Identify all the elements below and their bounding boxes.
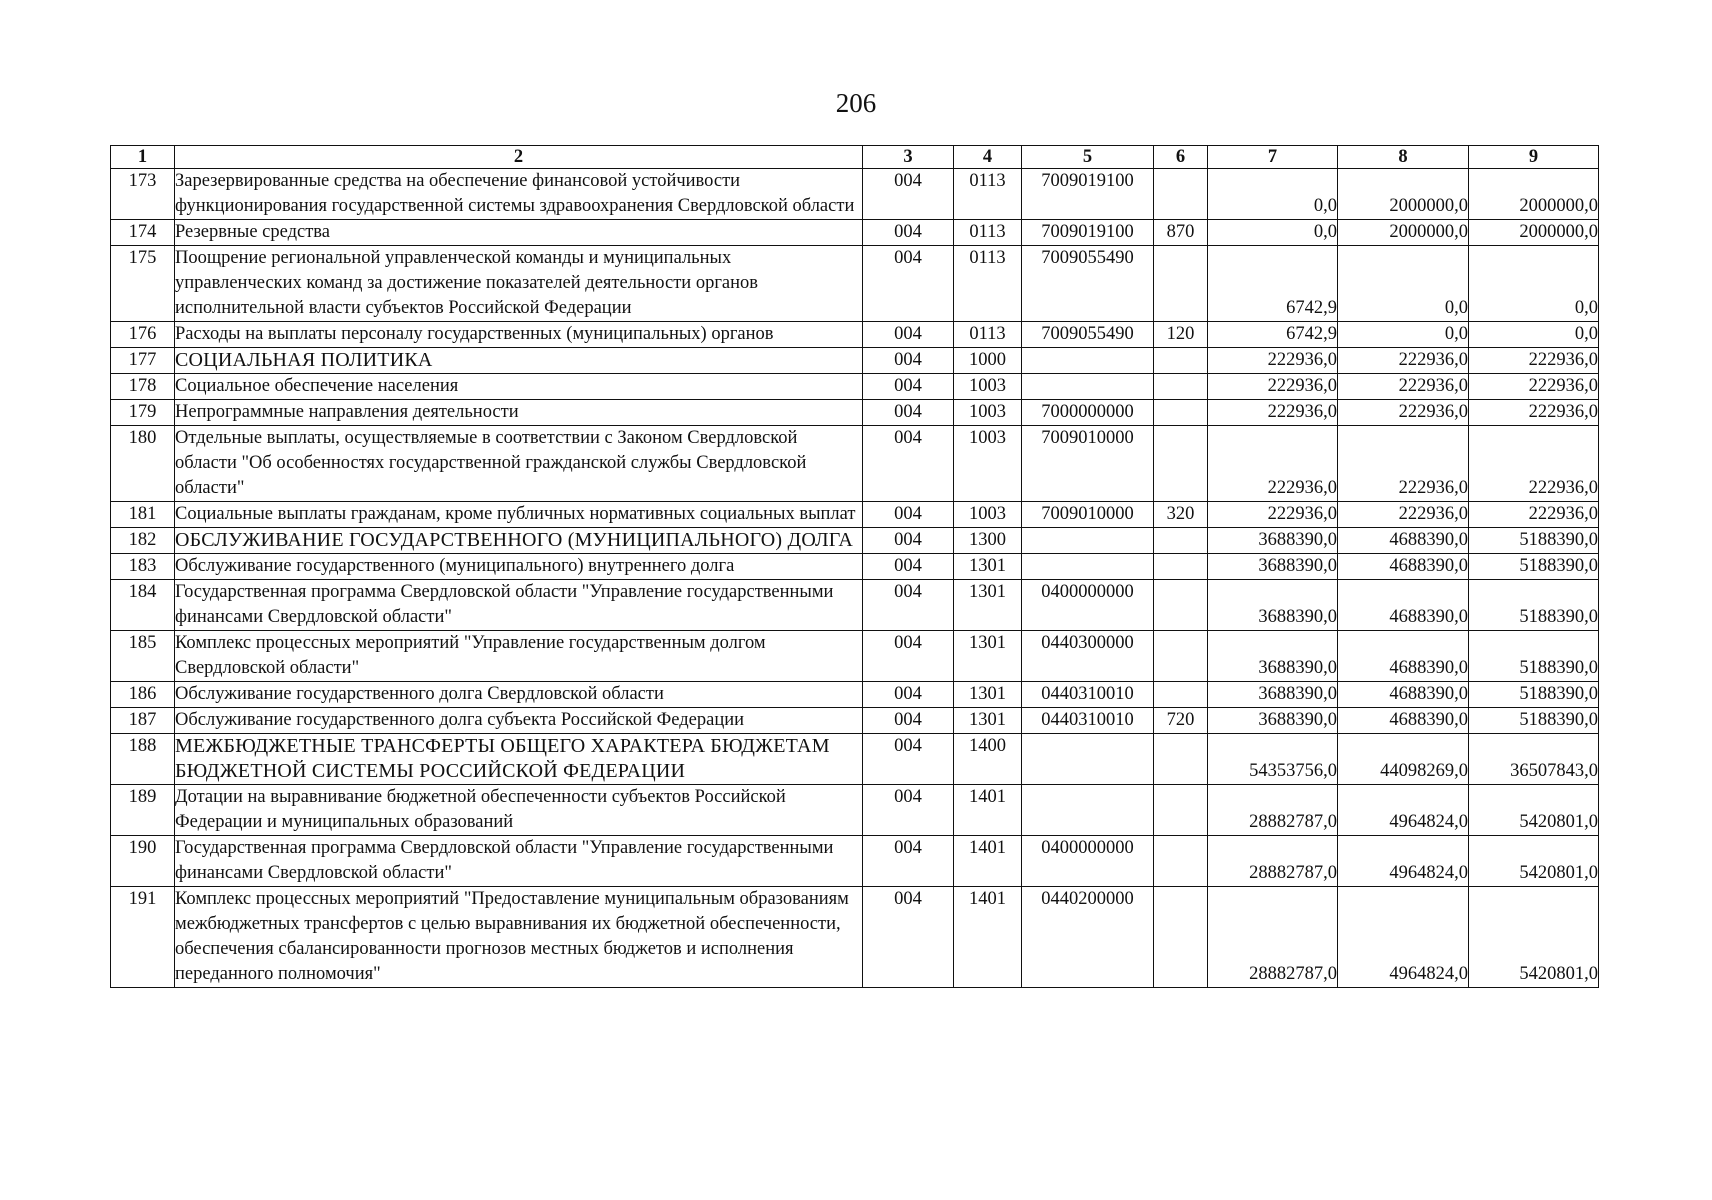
amount-col9-cell: 0,0 xyxy=(1469,322,1599,348)
ministry-code-cell: 004 xyxy=(863,374,954,400)
table-row xyxy=(111,246,1599,322)
amount-col7-cell: 0,0 xyxy=(1208,220,1338,246)
table-body xyxy=(111,169,1599,988)
row-number-cell: 175 xyxy=(111,246,175,322)
table-row xyxy=(111,348,1599,374)
amount-col8-cell: 222936,0 xyxy=(1338,374,1469,400)
expense-type-cell xyxy=(1154,887,1208,988)
amount-col8-cell: 222936,0 xyxy=(1338,400,1469,426)
row-number-cell: 182 xyxy=(111,528,175,554)
expense-type-cell: 720 xyxy=(1154,708,1208,734)
amount-col7-cell: 3688390,0 xyxy=(1208,554,1338,580)
section-code-cell: 1401 xyxy=(954,887,1022,988)
row-number-cell: 185 xyxy=(111,631,175,682)
ministry-code-cell: 004 xyxy=(863,631,954,682)
amount-col8-cell: 2000000,0 xyxy=(1338,169,1469,220)
header-cell: 4 xyxy=(954,146,1022,169)
section-code-cell: 1401 xyxy=(954,785,1022,836)
target-code-cell: 7009019100 xyxy=(1022,220,1154,246)
amount-col9-cell: 5188390,0 xyxy=(1469,708,1599,734)
row-number-cell: 190 xyxy=(111,836,175,887)
expense-type-cell xyxy=(1154,580,1208,631)
description-cell: Комплекс процессных мероприятий "Предоставление муниципальным образованиям межбюджетных трансфертов с целью выравнивания их бюджетной обеспеченности, обеспечения сбалансированности прогнозов местных бюджетов и исполнения переданного полномочия" xyxy=(175,887,863,988)
row-number-cell: 173 xyxy=(111,169,175,220)
expense-type-cell xyxy=(1154,374,1208,400)
row-number-cell: 184 xyxy=(111,580,175,631)
amount-col9-cell: 5188390,0 xyxy=(1469,631,1599,682)
amount-col9-cell: 5188390,0 xyxy=(1469,528,1599,554)
ministry-code-cell: 004 xyxy=(863,220,954,246)
amount-col9-cell: 2000000,0 xyxy=(1469,169,1599,220)
amount-col8-cell: 4688390,0 xyxy=(1338,708,1469,734)
amount-col7-cell: 54353756,0 xyxy=(1208,734,1338,785)
amount-col7-cell: 222936,0 xyxy=(1208,502,1338,528)
amount-col7-cell: 222936,0 xyxy=(1208,400,1338,426)
amount-col9-cell: 5188390,0 xyxy=(1469,554,1599,580)
amount-col7-cell: 222936,0 xyxy=(1208,374,1338,400)
target-code-cell xyxy=(1022,734,1154,785)
amount-col8-cell: 222936,0 xyxy=(1338,426,1469,502)
header-cell: 1 xyxy=(111,146,175,169)
target-code-cell: 7000000000 xyxy=(1022,400,1154,426)
section-code-cell: 1003 xyxy=(954,374,1022,400)
amount-col8-cell: 0,0 xyxy=(1338,246,1469,322)
target-code-cell xyxy=(1022,554,1154,580)
section-code-cell: 1003 xyxy=(954,426,1022,502)
description-cell: Зарезервированные средства на обеспечение финансовой устойчивости функционирования государственной системы здравоохранения Свердловской области xyxy=(175,169,863,220)
section-code-cell: 1301 xyxy=(954,580,1022,631)
table-row xyxy=(111,220,1599,246)
expense-type-cell xyxy=(1154,400,1208,426)
expense-type-cell xyxy=(1154,785,1208,836)
target-code-cell xyxy=(1022,785,1154,836)
amount-col9-cell: 5188390,0 xyxy=(1469,682,1599,708)
description-cell: Обслуживание государственного (муниципального) внутреннего долга xyxy=(175,554,863,580)
table-row xyxy=(111,708,1599,734)
amount-col8-cell: 4688390,0 xyxy=(1338,528,1469,554)
table-row xyxy=(111,528,1599,554)
description-cell: Обслуживание государственного долга субъекта Российской Федерации xyxy=(175,708,863,734)
target-code-cell: 7009010000 xyxy=(1022,502,1154,528)
expense-type-cell: 320 xyxy=(1154,502,1208,528)
target-code-cell: 7009055490 xyxy=(1022,246,1154,322)
header-row xyxy=(111,146,1599,169)
ministry-code-cell: 004 xyxy=(863,246,954,322)
amount-col8-cell: 4688390,0 xyxy=(1338,580,1469,631)
table-row xyxy=(111,887,1599,988)
section-code-cell: 0113 xyxy=(954,322,1022,348)
expense-type-cell xyxy=(1154,631,1208,682)
description-cell: Комплекс процессных мероприятий "Управление государственным долгом Свердловской области" xyxy=(175,631,863,682)
section-code-cell: 1300 xyxy=(954,528,1022,554)
section-code-cell: 1003 xyxy=(954,502,1022,528)
description-cell: Резервные средства xyxy=(175,220,863,246)
budget-table xyxy=(110,145,1599,988)
amount-col8-cell: 4688390,0 xyxy=(1338,682,1469,708)
section-code-cell: 0113 xyxy=(954,169,1022,220)
description-cell: Социальное обеспечение населения xyxy=(175,374,863,400)
ministry-code-cell: 004 xyxy=(863,426,954,502)
amount-col8-cell: 4964824,0 xyxy=(1338,785,1469,836)
table-row xyxy=(111,785,1599,836)
ministry-code-cell: 004 xyxy=(863,554,954,580)
section-code-cell: 1003 xyxy=(954,400,1022,426)
amount-col8-cell: 44098269,0 xyxy=(1338,734,1469,785)
target-code-cell xyxy=(1022,528,1154,554)
row-number-cell: 186 xyxy=(111,682,175,708)
expense-type-cell xyxy=(1154,554,1208,580)
amount-col9-cell: 5420801,0 xyxy=(1469,785,1599,836)
table-row xyxy=(111,322,1599,348)
target-code-cell xyxy=(1022,374,1154,400)
expense-type-cell xyxy=(1154,682,1208,708)
amount-col9-cell: 222936,0 xyxy=(1469,426,1599,502)
row-number-cell: 181 xyxy=(111,502,175,528)
target-code-cell: 0440300000 xyxy=(1022,631,1154,682)
row-number-cell: 183 xyxy=(111,554,175,580)
description-cell: ОБСЛУЖИВАНИЕ ГОСУДАРСТВЕННОГО (МУНИЦИПАЛЬНОГО) ДОЛГА xyxy=(175,528,863,554)
ministry-code-cell: 004 xyxy=(863,400,954,426)
ministry-code-cell: 004 xyxy=(863,580,954,631)
description-cell: Отдельные выплаты, осуществляемые в соответствии с Законом Свердловской области "Об особенностях государственной гражданской службы Свердловской области" xyxy=(175,426,863,502)
amount-col7-cell: 0,0 xyxy=(1208,169,1338,220)
description-cell: СОЦИАЛЬНАЯ ПОЛИТИКА xyxy=(175,348,863,374)
target-code-cell xyxy=(1022,348,1154,374)
amount-col9-cell: 2000000,0 xyxy=(1469,220,1599,246)
table-row xyxy=(111,734,1599,785)
target-code-cell: 7009055490 xyxy=(1022,322,1154,348)
ministry-code-cell: 004 xyxy=(863,785,954,836)
row-number-cell: 189 xyxy=(111,785,175,836)
amount-col7-cell: 3688390,0 xyxy=(1208,682,1338,708)
section-code-cell: 1400 xyxy=(954,734,1022,785)
table-row xyxy=(111,580,1599,631)
amount-col9-cell: 222936,0 xyxy=(1469,374,1599,400)
ministry-code-cell: 004 xyxy=(863,836,954,887)
amount-col9-cell: 5188390,0 xyxy=(1469,580,1599,631)
table-row xyxy=(111,682,1599,708)
ministry-code-cell: 004 xyxy=(863,348,954,374)
table-row xyxy=(111,554,1599,580)
target-code-cell: 7009019100 xyxy=(1022,169,1154,220)
ministry-code-cell: 004 xyxy=(863,528,954,554)
target-code-cell: 0440310010 xyxy=(1022,682,1154,708)
amount-col8-cell: 4964824,0 xyxy=(1338,887,1469,988)
table-row xyxy=(111,836,1599,887)
table-row xyxy=(111,169,1599,220)
amount-col8-cell: 222936,0 xyxy=(1338,502,1469,528)
description-cell: Непрограммные направления деятельности xyxy=(175,400,863,426)
section-code-cell: 1401 xyxy=(954,836,1022,887)
description-cell: Поощрение региональной управленческой команды и муниципальных управленческих команд за достижение показателей деятельности органов исполнительной власти субъектов Российской Федерации xyxy=(175,246,863,322)
amount-col7-cell: 3688390,0 xyxy=(1208,708,1338,734)
description-cell: Государственная программа Свердловской области "Управление государственными финансами Свердловской области" xyxy=(175,580,863,631)
page-number: 206 xyxy=(835,88,877,118)
amount-col9-cell: 36507843,0 xyxy=(1469,734,1599,785)
section-code-cell: 0113 xyxy=(954,246,1022,322)
table-row xyxy=(111,426,1599,502)
target-code-cell: 0440200000 xyxy=(1022,887,1154,988)
expense-type-cell xyxy=(1154,528,1208,554)
header-cell: 7 xyxy=(1208,146,1338,169)
expense-type-cell: 870 xyxy=(1154,220,1208,246)
description-cell: МЕЖБЮДЖЕТНЫЕ ТРАНСФЕРТЫ ОБЩЕГО ХАРАКТЕРА БЮДЖЕТАМ БЮДЖЕТНОЙ СИСТЕМЫ РОССИЙСКОЙ ФЕДЕРАЦИИ xyxy=(175,734,863,785)
description-cell: Расходы на выплаты персоналу государственных (муниципальных) органов xyxy=(175,322,863,348)
ministry-code-cell: 004 xyxy=(863,887,954,988)
expense-type-cell xyxy=(1154,426,1208,502)
amount-col9-cell: 5420801,0 xyxy=(1469,887,1599,988)
section-code-cell: 1301 xyxy=(954,631,1022,682)
ministry-code-cell: 004 xyxy=(863,682,954,708)
row-number-cell: 178 xyxy=(111,374,175,400)
ministry-code-cell: 004 xyxy=(863,322,954,348)
amount-col7-cell: 3688390,0 xyxy=(1208,528,1338,554)
description-cell: Государственная программа Свердловской области "Управление государственными финансами Свердловской области" xyxy=(175,836,863,887)
header-cell: 5 xyxy=(1022,146,1154,169)
amount-col7-cell: 28882787,0 xyxy=(1208,836,1338,887)
header-cell: 6 xyxy=(1154,146,1208,169)
row-number-cell: 177 xyxy=(111,348,175,374)
target-code-cell: 0400000000 xyxy=(1022,580,1154,631)
amount-col8-cell: 4688390,0 xyxy=(1338,631,1469,682)
amount-col8-cell: 0,0 xyxy=(1338,322,1469,348)
amount-col7-cell: 28882787,0 xyxy=(1208,785,1338,836)
row-number-cell: 191 xyxy=(111,887,175,988)
expense-type-cell xyxy=(1154,836,1208,887)
amount-col7-cell: 222936,0 xyxy=(1208,426,1338,502)
section-code-cell: 0113 xyxy=(954,220,1022,246)
target-code-cell: 0400000000 xyxy=(1022,836,1154,887)
amount-col7-cell: 28882787,0 xyxy=(1208,887,1338,988)
amount-col8-cell: 2000000,0 xyxy=(1338,220,1469,246)
amount-col7-cell: 3688390,0 xyxy=(1208,580,1338,631)
row-number-cell: 176 xyxy=(111,322,175,348)
expense-type-cell xyxy=(1154,348,1208,374)
row-number-cell: 187 xyxy=(111,708,175,734)
expense-type-cell xyxy=(1154,169,1208,220)
amount-col8-cell: 4964824,0 xyxy=(1338,836,1469,887)
header-cell: 9 xyxy=(1469,146,1599,169)
expense-type-cell: 120 xyxy=(1154,322,1208,348)
section-code-cell: 1301 xyxy=(954,554,1022,580)
target-code-cell: 0440310010 xyxy=(1022,708,1154,734)
description-cell: Социальные выплаты гражданам, кроме публичных нормативных социальных выплат xyxy=(175,502,863,528)
amount-col9-cell: 0,0 xyxy=(1469,246,1599,322)
amount-col8-cell: 4688390,0 xyxy=(1338,554,1469,580)
ministry-code-cell: 004 xyxy=(863,169,954,220)
table-row xyxy=(111,631,1599,682)
amount-col7-cell: 3688390,0 xyxy=(1208,631,1338,682)
amount-col9-cell: 222936,0 xyxy=(1469,348,1599,374)
ministry-code-cell: 004 xyxy=(863,502,954,528)
amount-col8-cell: 222936,0 xyxy=(1338,348,1469,374)
row-number-cell: 179 xyxy=(111,400,175,426)
section-code-cell: 1000 xyxy=(954,348,1022,374)
header-cell: 8 xyxy=(1338,146,1469,169)
description-cell: Дотации на выравнивание бюджетной обеспеченности субъектов Российской Федерации и муниципальных образований xyxy=(175,785,863,836)
table-row xyxy=(111,400,1599,426)
row-number-cell: 174 xyxy=(111,220,175,246)
ministry-code-cell: 004 xyxy=(863,708,954,734)
header-cell: 3 xyxy=(863,146,954,169)
amount-col9-cell: 5420801,0 xyxy=(1469,836,1599,887)
amount-col9-cell: 222936,0 xyxy=(1469,400,1599,426)
table-row xyxy=(111,502,1599,528)
target-code-cell: 7009010000 xyxy=(1022,426,1154,502)
ministry-code-cell: 004 xyxy=(863,734,954,785)
amount-col7-cell: 6742,9 xyxy=(1208,322,1338,348)
description-cell: Обслуживание государственного долга Свердловской области xyxy=(175,682,863,708)
table-row xyxy=(111,374,1599,400)
row-number-cell: 188 xyxy=(111,734,175,785)
expense-type-cell xyxy=(1154,734,1208,785)
row-number-cell: 180 xyxy=(111,426,175,502)
amount-col7-cell: 222936,0 xyxy=(1208,348,1338,374)
section-code-cell: 1301 xyxy=(954,708,1022,734)
amount-col7-cell: 6742,9 xyxy=(1208,246,1338,322)
expense-type-cell xyxy=(1154,246,1208,322)
header-cell: 2 xyxy=(175,146,863,169)
amount-col9-cell: 222936,0 xyxy=(1469,502,1599,528)
section-code-cell: 1301 xyxy=(954,682,1022,708)
